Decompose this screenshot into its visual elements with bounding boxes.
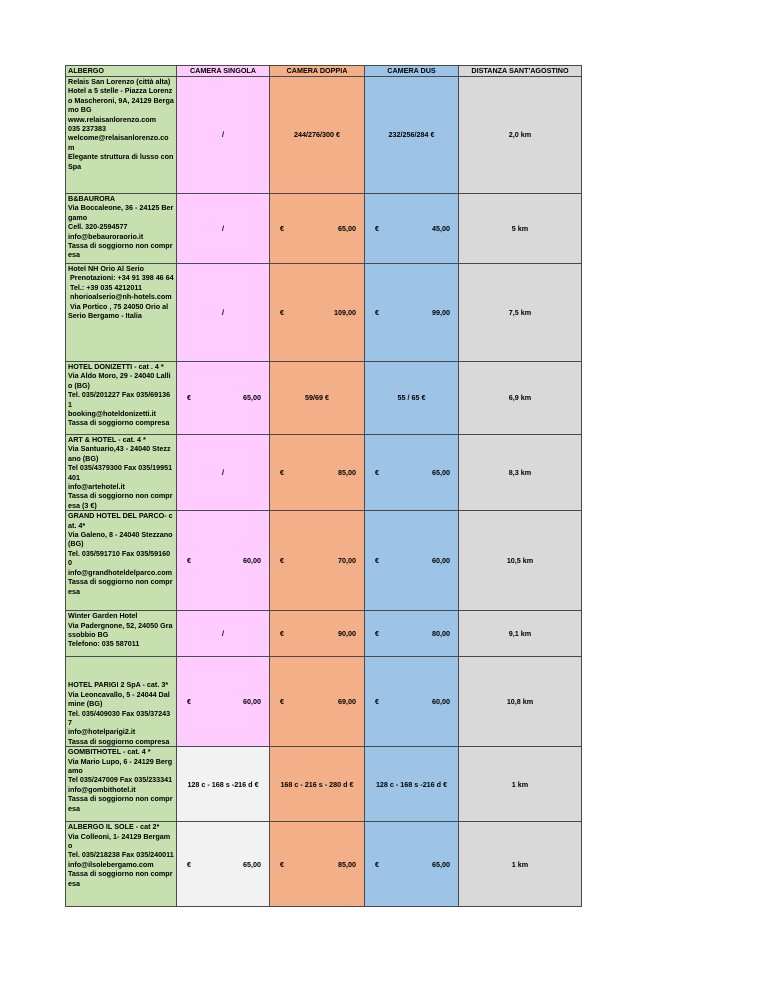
amount: 60,00	[432, 556, 450, 566]
price-dus: 128 c - 168 s -216 d €	[365, 747, 459, 822]
table-row	[66, 611, 582, 657]
euro-sign: €	[187, 556, 191, 566]
hotel-info: ALBERGO IL SOLE - cat 2* Via Colleoni, 1- 24129 Bergamo Tel. 035/218238 Fax 035/240011 info@ilsolebergamo.com Tassa di soggiorno non compresa	[66, 822, 177, 907]
euro-sign: €	[280, 697, 284, 707]
hotel-info: HOTEL DONIZETTI - cat . 4 * Via Aldo Moro, 29 - 24040 Lallio (BG) Tel. 035/201227 Fax 035/691361 booking@hoteldonizetti.it Tassa di soggiorno compresa	[66, 362, 177, 435]
price-doppia	[270, 611, 365, 657]
price-singola: /	[177, 77, 270, 194]
amount: 69,00	[338, 697, 356, 707]
amount: 65,00	[338, 223, 356, 233]
euro-sign: €	[375, 556, 379, 566]
hotel-info: Relais San Lorenzo (città alta)Hotel a 5 stelle - Piazza Lorenzo Mascheroni, 9A, 24129 Bergamo BG www.relaisanlorenzo.com 035 237383 welcome@relaisanlorenzo.com Elegante struttura di lusso con Spa	[66, 77, 177, 194]
amount: 109,00	[334, 307, 356, 317]
price-singola: /	[177, 435, 270, 511]
header-distanza: DISTANZA SANT'AGOSTINO	[459, 66, 582, 77]
header-camera-doppia: CAMERA DOPPIA	[270, 66, 365, 77]
price-dus	[365, 822, 459, 907]
table-row	[66, 77, 582, 194]
price-dus: 55 / 65 €	[365, 362, 459, 435]
price-dus	[365, 657, 459, 747]
euro-sign: €	[280, 556, 284, 566]
price-dus: 232/256/284 €	[365, 77, 459, 194]
amount: 65,00	[243, 393, 261, 403]
price-singola: /	[177, 264, 270, 362]
table-row	[66, 657, 582, 747]
euro-sign: €	[280, 859, 284, 869]
header-albergo: ALBERGO	[66, 66, 177, 77]
price-dus	[365, 435, 459, 511]
amount: 80,00	[432, 629, 450, 639]
price-singola	[177, 822, 270, 907]
amount: 65,00	[432, 859, 450, 869]
euro-sign: €	[187, 393, 191, 403]
price-doppia	[270, 194, 365, 264]
price-dus	[365, 611, 459, 657]
price-doppia	[270, 264, 365, 362]
amount: 99,00	[432, 307, 450, 317]
amount: 85,00	[338, 467, 356, 477]
euro-sign: €	[187, 859, 191, 869]
price-doppia	[270, 822, 365, 907]
table-row	[66, 194, 582, 264]
price-doppia: 59/69 €	[270, 362, 365, 435]
hotel-info: GRAND HOTEL DEL PARCO- cat. 4* Via Galeno, 8 - 24040 Stezzano (BG) Tel. 035/591710 Fax 035/591600 info@grandhoteldelparco.com Tassa di soggiorno non compresa	[66, 511, 177, 611]
table-row	[66, 362, 582, 435]
euro-sign: €	[187, 697, 191, 707]
price-doppia	[270, 511, 365, 611]
amount: 60,00	[243, 556, 261, 566]
price-doppia	[270, 435, 365, 511]
euro-sign: €	[375, 697, 379, 707]
amount: 60,00	[243, 697, 261, 707]
amount: 65,00	[243, 859, 261, 869]
distance: 8,3 km	[459, 435, 582, 511]
distance: 10,8 km	[459, 657, 582, 747]
amount: 85,00	[338, 859, 356, 869]
amount: 65,00	[432, 467, 450, 477]
euro-sign: €	[375, 223, 379, 233]
hotel-info: Winter Garden Hotel Via Padergnone, 52, 24050 Grassobbio BG Telefono: 035 587011	[66, 611, 177, 657]
price-doppia: 244/276/300 €	[270, 77, 365, 194]
distance: 7,5 km	[459, 264, 582, 362]
distance: 1 km	[459, 822, 582, 907]
hotel-info: Hotel NH Orio Al Serio Prenotazioni: +34 91 398 46 64 Tel.: +39 035 4212011 nhorioalserio@nh-hotels.com Via Portico , 75 24050 Orio al Serio Bergamo - Italia	[66, 264, 177, 362]
distance: 6,9 km	[459, 362, 582, 435]
table-row	[66, 435, 582, 511]
distance: 10,5 km	[459, 511, 582, 611]
price-singola	[177, 511, 270, 611]
price-dus	[365, 511, 459, 611]
amount: 70,00	[338, 556, 356, 566]
header-camera-dus: CAMERA DUS	[365, 66, 459, 77]
euro-sign: €	[280, 307, 284, 317]
table-row	[66, 511, 582, 611]
amount: 45,00	[432, 223, 450, 233]
euro-sign: €	[375, 307, 379, 317]
price-dus	[365, 194, 459, 264]
amount: 90,00	[338, 629, 356, 639]
distance: 9,1 km	[459, 611, 582, 657]
euro-sign: €	[375, 629, 379, 639]
hotel-info: ART & HOTEL - cat. 4 * Via Santuario,43 - 24040 Stezzano (BG) Tel 035/4379300 Fax 035/19951401 info@artehotel.it Tassa di soggiorno non compresa (3 €)	[66, 435, 177, 511]
table-row	[66, 822, 582, 907]
hotel-info: B&BAURORA Via Boccaleone, 36 - 24125 Bergamo Cell. 320-2594577 info@bebauroraorio.it Tassa di soggiorno non compresa	[66, 194, 177, 264]
table-row	[66, 747, 582, 822]
header-camera-singola: CAMERA SINGOLA	[177, 66, 270, 77]
euro-sign: €	[280, 223, 284, 233]
euro-sign: €	[375, 467, 379, 477]
price-singola: /	[177, 194, 270, 264]
price-doppia: 168 c - 216 s - 280 d €	[270, 747, 365, 822]
price-singola: 128 c - 168 s -216 d €	[177, 747, 270, 822]
price-singola	[177, 657, 270, 747]
euro-sign: €	[280, 629, 284, 639]
header-row	[66, 66, 582, 77]
euro-sign: €	[280, 467, 284, 477]
price-singola	[177, 362, 270, 435]
distance: 2,0 km	[459, 77, 582, 194]
distance: 5 km	[459, 194, 582, 264]
hotel-info: GOMBITHOTEL - cat. 4 * Via Mario Lupo, 6 - 24129 Bergamo Tel 035/247009 Fax 035/233341 info@gombithotel.it Tassa di soggiorno non compresa	[66, 747, 177, 822]
hotel-info: HOTEL PARIGI 2 SpA - cat. 3* Via Leoncavallo, 5 - 24044 Dalmine (BG) Tel. 035/409030 Fax 035/372437 info@hotelparigi2.it Tassa di soggiorno compresa	[66, 657, 177, 747]
distance: 1 km	[459, 747, 582, 822]
price-singola: /	[177, 611, 270, 657]
euro-sign: €	[375, 859, 379, 869]
price-doppia	[270, 657, 365, 747]
table-row	[66, 264, 582, 362]
price-dus	[365, 264, 459, 362]
amount: 60,00	[432, 697, 450, 707]
hotel-price-table	[65, 65, 582, 907]
